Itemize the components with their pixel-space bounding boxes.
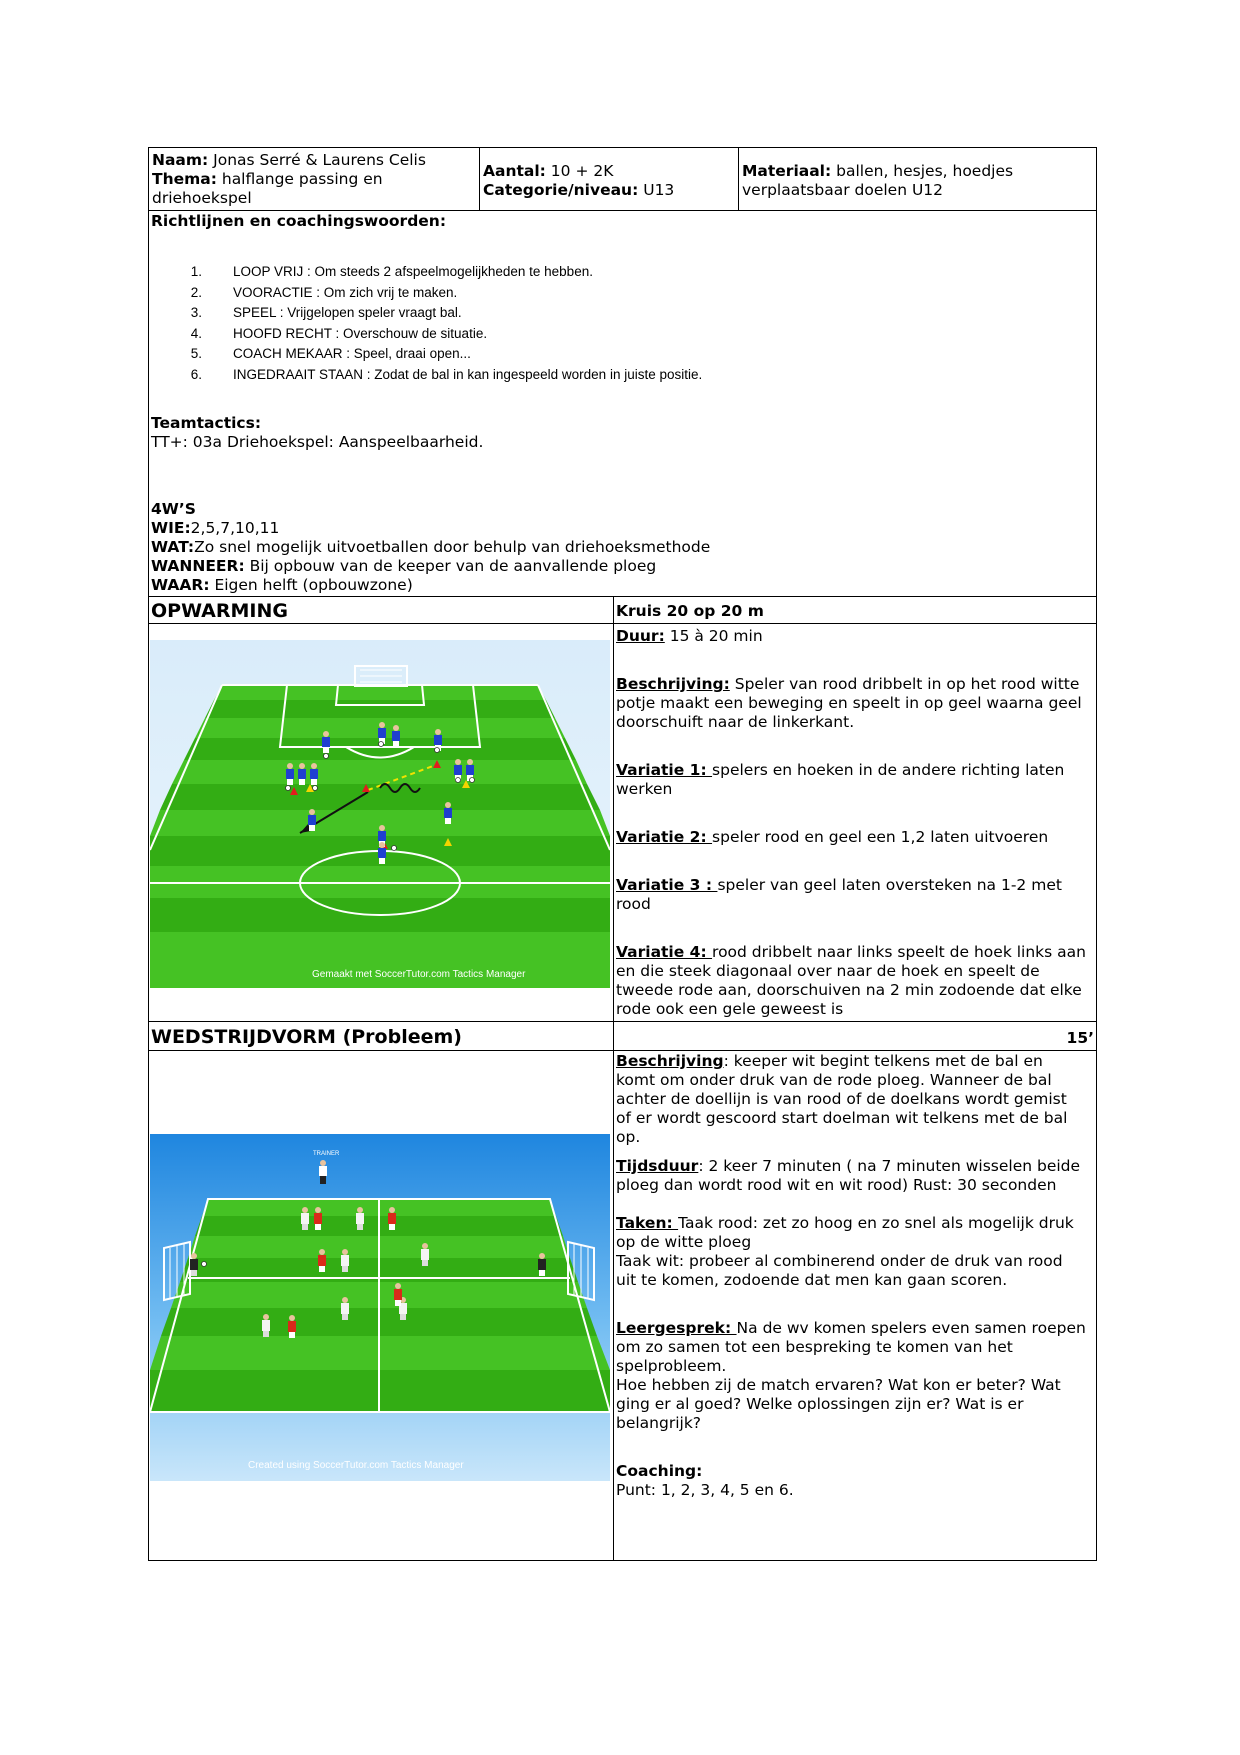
teamtactics-text: TT+: 03a Driehoekspel: Aanspeelbaarheid. (151, 433, 484, 451)
variatie-1: Variatie 1: spelers en hoeken in de andere richting laten werken (616, 761, 1065, 798)
list-item: 5. COACH MEKAAR : Speel, draai open... (190, 346, 471, 361)
list-item: 2. VOORACTIE : Om zich vrij te maken. (190, 284, 458, 300)
opwarming-details (616, 627, 1094, 1019)
wat-row: WAT:Zo snel mogelijk uitvoetballen door behulp van driehoeksmethode (151, 538, 711, 556)
guidelines-title: Richtlijnen en coachingswoorden: (151, 212, 447, 230)
list-item: 6. INGEDRAAIT STAAN : Zodat de bal in kan ingespeeld worden in juiste positie. (190, 366, 703, 382)
trainer-figure (319, 1160, 327, 1184)
teamtactics-title: Teamtactics: (151, 414, 262, 432)
opwarming-field-label: Kruis 20 op 20 m (616, 602, 764, 620)
list-item: 4. HOOFD RECHT : Overschouw de situatie. (190, 325, 488, 341)
wedstrijd-title-bottom (148, 1050, 1097, 1051)
aantal-row (483, 162, 735, 181)
list-item: 3. SPEEL : Vrijgelopen speler vraagt bal. (190, 305, 462, 320)
aantal-label: Aantal: (483, 162, 546, 180)
wanneer-row: WANNEER: Bij opbouw van de keeper van de aanvallende ploeg (151, 557, 657, 575)
wie-row: WIE:2,5,7,10,11 (151, 519, 280, 537)
teamtactics-block (151, 414, 483, 452)
variatie-2: Variatie 2: speler rood en geel een 1,2 laten uitvoeren (616, 828, 1049, 846)
categorie-label: Categorie/niveau: (483, 181, 639, 199)
variatie-4: Variatie 4: rood dribbelt naar links speelt de hoek links aan en die steek diagonaal over naar de hoek en speelt de tweede rode aan, doorschuiven na 2 min zodoende dat elke rode ook een gele geweest is (616, 943, 1086, 1018)
four-ws-title: 4W’S (151, 500, 196, 518)
opwarming-image-caption: Gemaakt met SoccerTutor.com Tactics Manager (312, 969, 526, 980)
list-item: 1. LOOP VRIJ : Om steeds 2 afspeelmogelijkheden te hebben. (190, 264, 593, 279)
header-name-cell (149, 149, 479, 210)
categorie-row (483, 181, 735, 200)
table-border-left (148, 147, 149, 1561)
naam-row (152, 151, 476, 170)
table-border-right (1096, 147, 1097, 1561)
materiaal-value: ballen, hesjes, hoedjes (831, 162, 1014, 180)
opwarming-diagram (150, 640, 610, 988)
wedstrijd-pitch-svg (150, 1134, 610, 1481)
aantal-value: 10 + 2K (545, 162, 614, 180)
beschrijving-block: Beschrijving: Speler van rood dribbelt in op het rood witte potje maakt een beweging en speelt in op geel waarna geel doorschuift naar de linkerkant. (616, 675, 1082, 731)
duur-row: Duur: 15 à 20 min (616, 627, 763, 645)
table-border-top (148, 147, 1097, 148)
opwarming-title-bottom (148, 623, 1097, 624)
opwarming-pitch-svg (150, 640, 610, 988)
wedstrijd-diagram (150, 1134, 610, 1481)
wedstrijd-top (148, 1021, 1097, 1022)
variatie-3: Variatie 3 : speler van geel laten oversteken na 1-2 met rood (616, 876, 1062, 913)
materiaal-row (742, 162, 1093, 181)
guidelines-list (172, 262, 702, 385)
materiaal-row-2: verplaatsbaar doelen U12 (742, 181, 944, 199)
header-materiaal-cell (739, 160, 1096, 202)
four-ws-block (151, 500, 710, 595)
trainer-label: TRAINER (313, 1151, 340, 1157)
header-aantal-cell (480, 160, 738, 202)
tijdsduur-block: Tijdsduur: 2 keer 7 minuten ( na 7 minuten wisselen beide ploeg dan wordt rood wit en wit rood) Rust: 30 seconden (616, 1157, 1081, 1194)
wedstrijd-duration: 15’ (1066, 1029, 1094, 1047)
taken-block: Taken: Taak rood: zet zo hoog en zo snel als mogelijk druk op de witte ploeg Taak wit: probeer al combinerend onder de druk van rood uit te komen, zodoende dat men kan gaan scoren. (616, 1214, 1074, 1289)
opwarming-top (148, 596, 1097, 597)
waar-row: WAAR: Eigen helft (opbouwzone) (151, 576, 413, 594)
column-divider (613, 596, 614, 1561)
materiaal-label: Materiaal: (742, 162, 832, 180)
ball-icon (202, 1262, 207, 1267)
thema-label: Thema: (152, 170, 217, 188)
naam-value: Jonas Serré & Laurens Celis (208, 151, 426, 169)
header-bottom (148, 210, 1097, 211)
opwarming-title: OPWARMING (151, 600, 288, 622)
table-border-bottom (148, 1560, 1097, 1561)
coaching-block: Coaching: Punt: 1, 2, 3, 4, 5 en 6. (616, 1462, 794, 1499)
wv-beschrijving-block: Beschrijving: keeper wit begint telkens met de bal en komt om onder druk van de rode ploeg. Wanneer de bal achter de doellijn is van rood of de doelkans wordt gemist of er wordt gescoord start doelman wit telkens met de bal op. (616, 1052, 1068, 1146)
categorie-value: U13 (638, 181, 675, 199)
leergesprek-block: Leergesprek: Na de wv komen spelers even samen roepen om zo samen tot een bespreking te komen van het spelprobleem. Hoe hebben zij de match ervaren? Wat kon er beter? Wat ging er al goed? Welke oplossingen zijn er? Wat is er belangrijk? (616, 1319, 1086, 1432)
wedstrijd-image-caption: Created using SoccerTutor.com Tactics Manager (248, 1460, 464, 1471)
thema-value: halflange passing en (216, 170, 383, 188)
thema-row-2: driehoekspel (152, 189, 252, 207)
naam-label: Naam: (152, 151, 209, 169)
thema-row (152, 170, 476, 189)
wedstrijd-title: WEDSTRIJDVORM (Probleem) (151, 1026, 462, 1048)
wedstrijd-details (616, 1052, 1094, 1500)
